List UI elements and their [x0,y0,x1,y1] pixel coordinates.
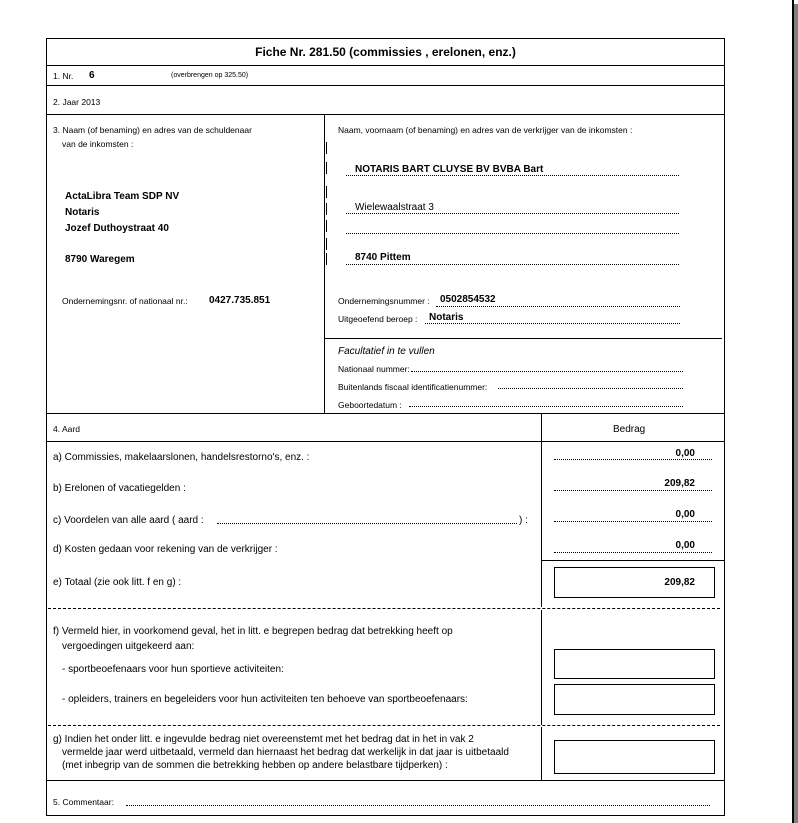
aard-g-line3: (met inbegrip van de sommen die betrekking hebben op andere belastbare tijdperken) : [62,760,448,771]
aard-f-line2: vergoedingen uitgekeerd aan: [62,641,195,652]
aard-b-value: 209,82 [664,478,695,489]
nr-label: 1. Nr. [53,71,74,81]
recipient-enterprise-label: Ondernemingsnummer : [338,296,430,306]
recipient-label: Naam, voornaam (of benaming) en adres van de verkrijger van de inkomsten : [338,125,633,135]
debtor-line2: Notaris [65,207,100,218]
divider [541,727,542,780]
debtor-enterprise-label: Ondernemingsnr. of nationaal nr.: [62,296,188,306]
aard-a-label: a) Commissies, makelaarslonen, handelsrestorno's, enz. : [53,452,310,463]
dotted-line [554,552,712,553]
divider [324,338,722,339]
nr-note: (overbrengen op 325.50) [171,72,249,79]
tick-mark [326,186,327,198]
tick-mark [326,142,327,154]
divider [46,114,725,115]
dashed-separator [48,725,720,726]
trainers-amount-box [554,684,715,715]
aard-c-end: ) : [519,515,528,526]
dotted-line [554,490,712,491]
dotted-line [436,306,680,307]
aard-e-label: e) Totaal (zie ook litt. f en g) : [53,577,182,588]
debtor-street: Jozef Duthoystraat 40 [65,223,169,234]
recipient-profession-label: Uitgeoefend beroep : [338,314,418,324]
debtor-label: van de inkomsten : [62,139,134,149]
aard-d-label: d) Kosten gedaan voor rekening van de verkrijger : [53,544,278,555]
dotted-line [554,459,712,460]
national-number-label: Nationaal nummer: [338,364,410,374]
divider [541,560,725,561]
tick-mark [326,238,327,250]
tick-mark [326,203,327,215]
divider [46,85,725,86]
dashed-separator [48,608,720,609]
birth-date-label: Geboortedatum : [338,400,402,410]
dotted-line [346,264,679,265]
divider [46,413,725,414]
recipient-profession-value: Notaris [429,312,464,323]
dotted-line [411,371,683,372]
dotted-line [346,233,679,234]
debtor-city: 8790 Waregem [65,254,135,265]
dotted-line [425,323,680,324]
debtor-label: 3. Naam (of benaming) en adres van de schuldenaar [53,125,252,135]
aard-g-line1: g) Indien het onder litt. e ingevulde bedrag niet overeenstemt met het bedrag dat in het in vak 2 [53,734,474,745]
amount-header: Bedrag [613,424,646,435]
page-shadow [794,4,798,823]
aard-label: 4. Aard [53,424,80,434]
aard-a-value: 0,00 [675,448,695,459]
tick-mark [326,162,327,174]
divider [46,780,725,781]
aard-f-line1: f) Vermeld hier, in voorkomend geval, het in litt. e begrepen bedrag dat betrekking heeft op [53,626,453,637]
dotted-line [346,175,679,176]
tick-mark [326,253,327,265]
nr-value: 6 [89,70,95,81]
divider [541,413,542,607]
jaar-label: 2. Jaar 2013 [53,97,101,107]
recipient-name: NOTARIS BART CLUYSE BV BVBA Bart [355,164,544,175]
recipient-enterprise-value: 0502854532 [440,294,496,305]
aard-f-sport: - sportbeoefenaars voor hun sportieve activiteiten: [62,664,284,675]
optional-title: Facultatief in te vullen [338,346,435,357]
divider [46,65,725,66]
debtor-enterprise-value: 0427.735.851 [209,295,271,306]
paid-amount-box [554,740,715,774]
dotted-line [409,406,683,407]
aard-c-label: c) Voordelen van alle aard ( aard : [53,515,204,526]
recipient-city: 8740 Pittem [355,252,411,263]
aard-d-value: 0,00 [675,540,695,551]
aard-g-line2: vermelde jaar werd uitbetaald, vermeld dan hiernaast het bedrag dat werkelijk in dat jaar is uitbetaald [62,747,509,758]
tick-mark [326,220,327,232]
foreign-tax-id-label: Buitenlands fiscaal identificatienummer: [338,382,488,392]
dotted-line [346,213,679,214]
divider [46,441,725,442]
dotted-line [498,388,683,389]
divider [541,610,542,725]
recipient-street: Wielewaalstraat 3 [355,202,434,213]
sport-amount-box [554,649,715,679]
divider [324,114,325,413]
commentaar-label: 5. Commentaar: [53,797,114,807]
aard-b-label: b) Erelonen of vacatiegelden : [53,483,186,494]
aard-e-value: 209,82 [664,577,695,588]
aard-c-value: 0,00 [675,509,695,520]
form-title: Fiche Nr. 281.50 (commissies , erelonen, enz.) [255,45,516,59]
aard-f-trainers: - opleiders, trainers en begeleiders voor hun activiteiten ten behoeve van sportbeoefenaars: [62,694,468,705]
dotted-line [217,523,517,524]
dotted-line [554,521,712,522]
dotted-line [126,805,710,806]
debtor-name: ActaLibra Team SDP NV [65,191,180,202]
